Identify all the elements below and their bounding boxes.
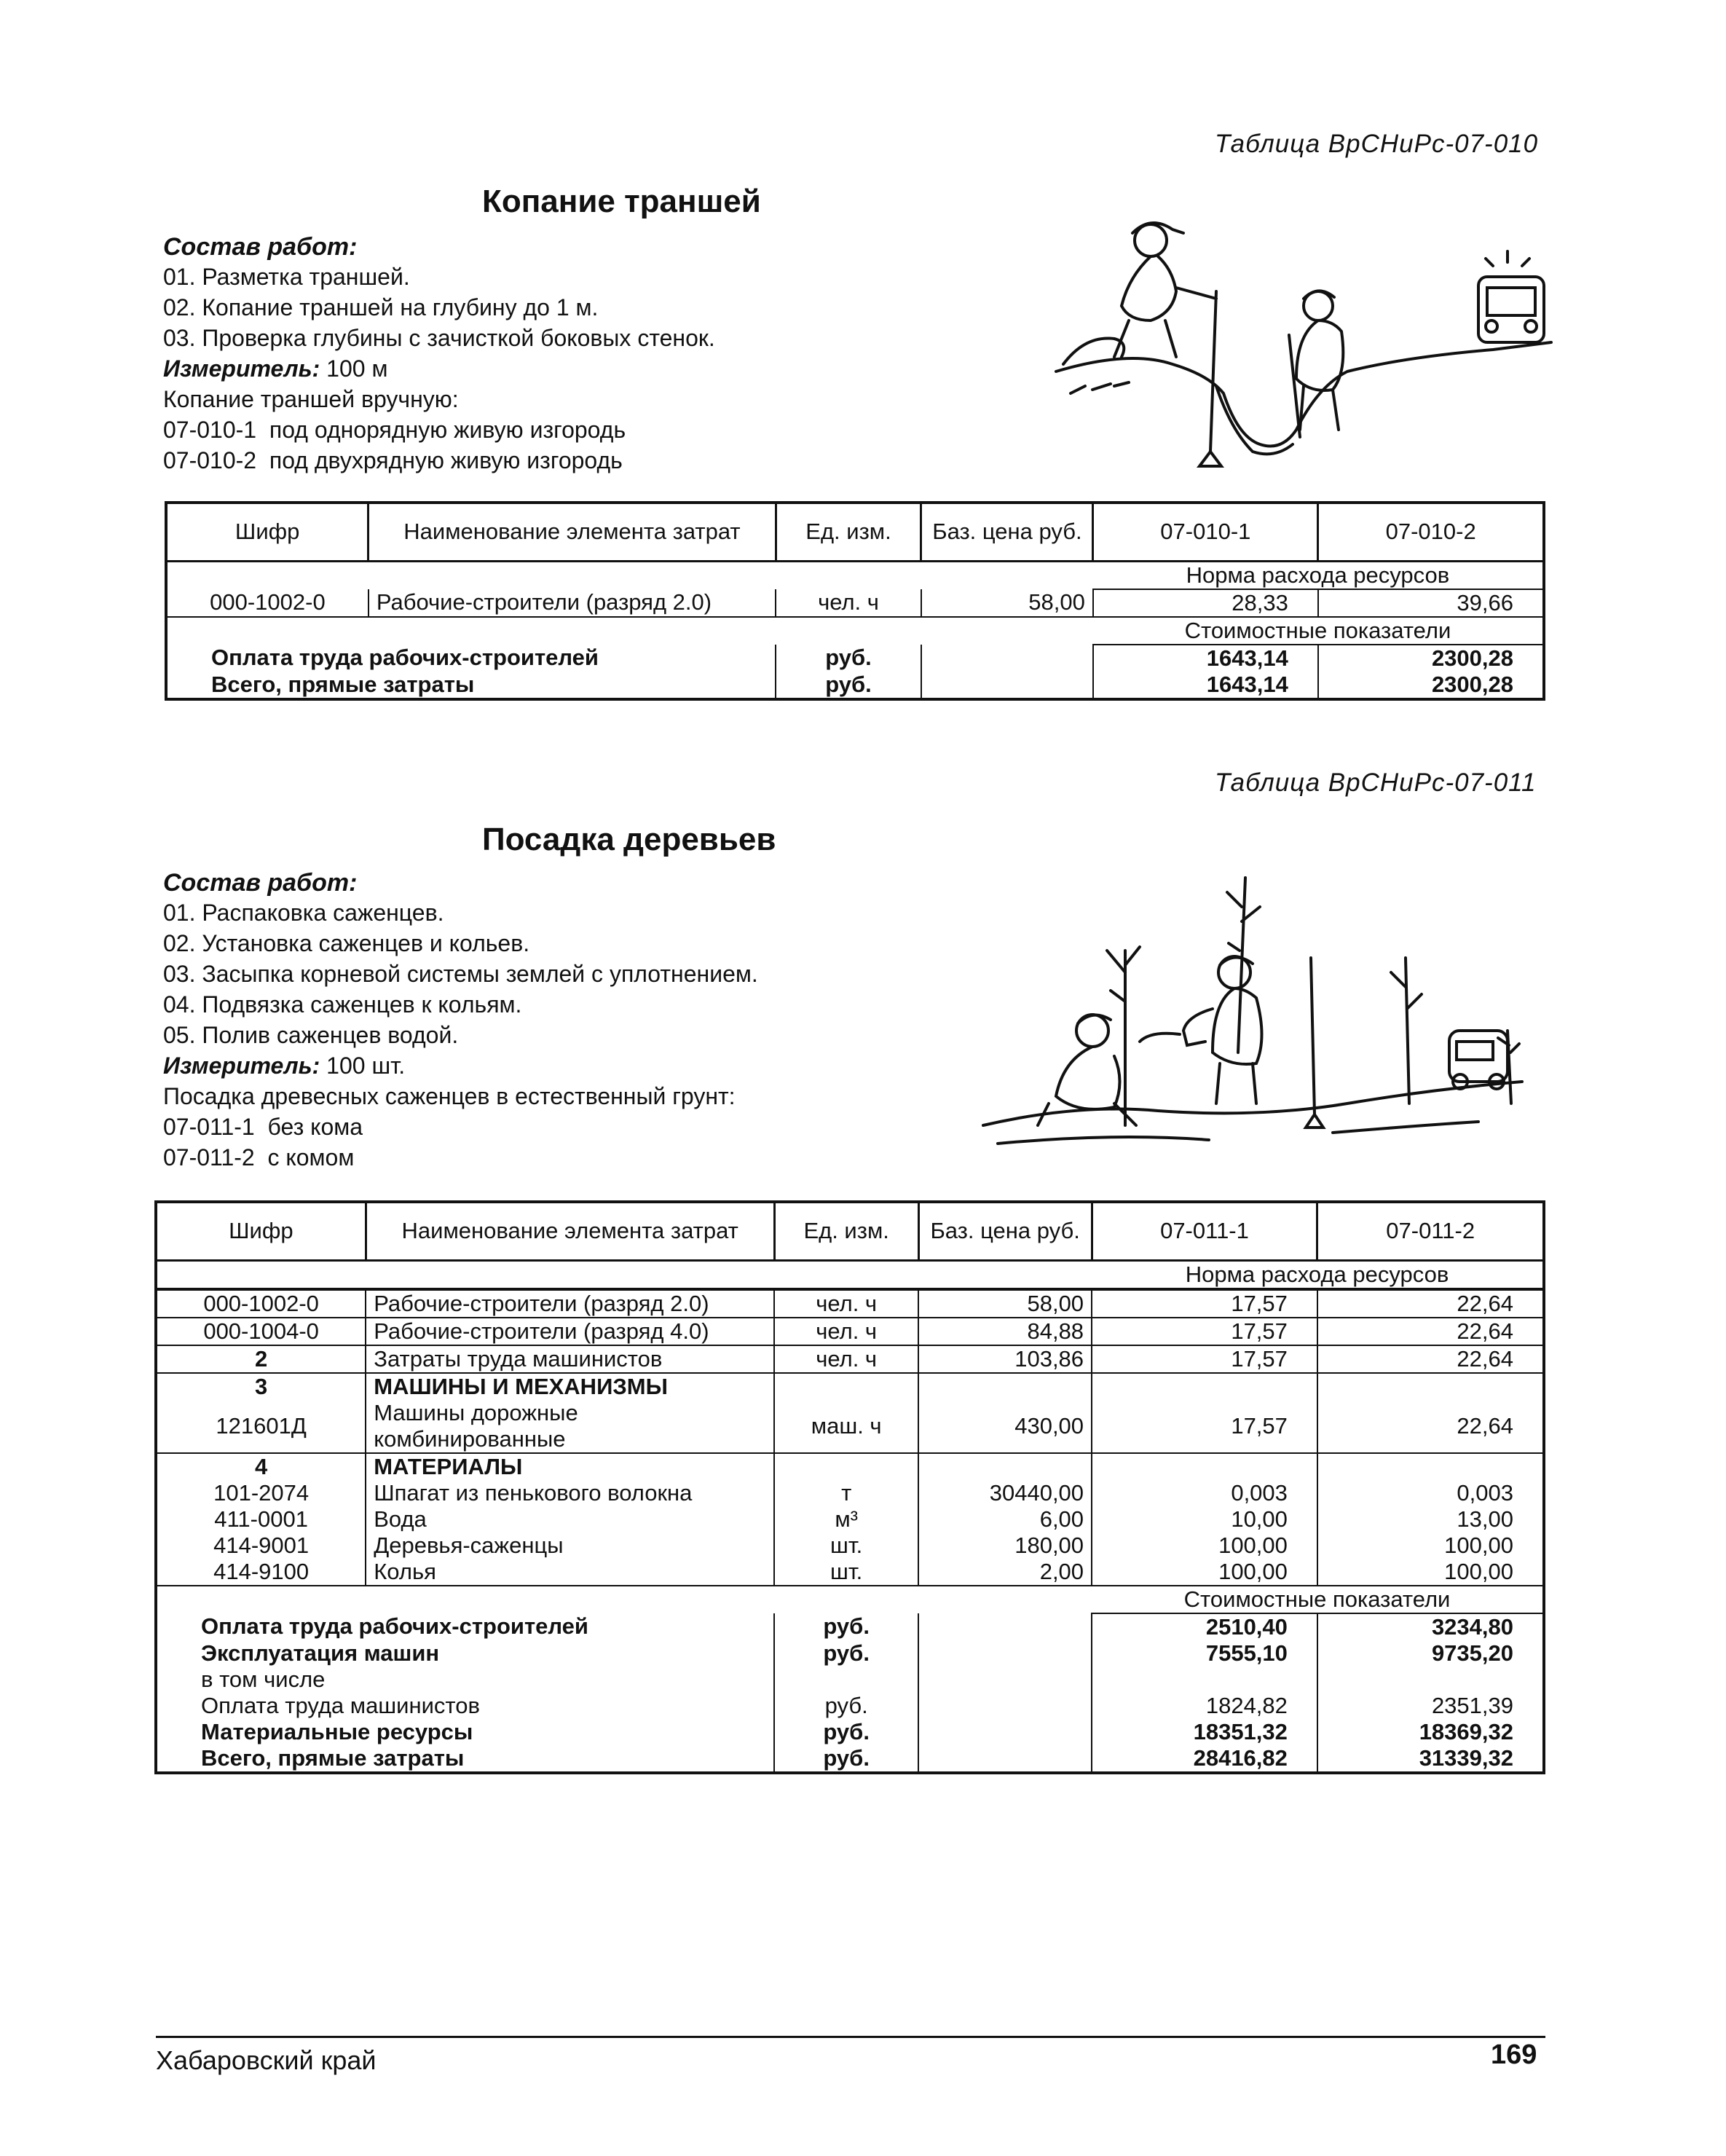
sum-value-1: 18351,32 (1092, 1719, 1317, 1745)
cell-code: 4 (156, 1453, 366, 1480)
col-header-variant-1: 07-011-1 (1092, 1202, 1317, 1260)
sum-price (918, 1719, 1092, 1745)
sum-name: Всего, прямые затраты (166, 672, 776, 699)
col-header-code: Шифр (156, 1202, 366, 1260)
cell-unit (774, 1453, 918, 1480)
cell-price: 30440,00 (918, 1480, 1092, 1506)
cell-code: 2 (156, 1345, 366, 1373)
cell-unit: шт. (774, 1533, 918, 1559)
section-norm-label: Норма расхода ресурсов (1093, 561, 1544, 589)
cell-unit: чел. ч (774, 1318, 918, 1345)
sum-row (156, 1745, 1544, 1773)
step-item: 02. Установка саженцев и кольев. (163, 930, 530, 956)
sum-price (918, 1693, 1092, 1719)
cell-name: Шпагат из пенькового волокна (366, 1480, 774, 1506)
step-item: 03. Проверка глубины с зачисткой боковых стенок. (163, 325, 715, 351)
cell-value-1 (1092, 1373, 1317, 1400)
cell-name: МАТЕРИАЛЫ (366, 1453, 774, 1480)
sum-unit: руб. (774, 1745, 918, 1773)
cell-value-2: 22,64 (1317, 1345, 1544, 1373)
sum-row (156, 1640, 1544, 1667)
page-number: 169 (1491, 2039, 1537, 2070)
sum-name: Материальные ресурсы (156, 1719, 774, 1745)
col-header-unit: Ед. изм. (776, 503, 921, 561)
cell-code: 3 (156, 1373, 366, 1400)
sum-row (156, 1693, 1544, 1719)
sum-name: Оплата труда рабочих-строителей (166, 645, 776, 672)
cell-price: 58,00 (921, 589, 1093, 617)
col-header-name: Наименование элемента затрат (366, 1202, 774, 1260)
sum-unit: руб. (774, 1640, 918, 1667)
cell-unit: маш. ч (774, 1400, 918, 1453)
col-header-code: Шифр (166, 503, 369, 561)
cell-price (918, 1453, 1092, 1480)
composition-label: Состав работ: (163, 233, 358, 261)
step-item: 04. Подвязка саженцев к кольям. (163, 991, 522, 1018)
variant-item: 07-011-1 без кома (163, 1114, 363, 1140)
composition-block-2 (163, 869, 758, 1173)
sum-value-2: 9735,20 (1431, 1640, 1513, 1666)
measure-value: 100 шт. (326, 1053, 406, 1079)
variant-item: 07-010-1 под однорядную живую изгородь (163, 417, 626, 443)
table-row (166, 589, 1544, 617)
cell-name: Рабочие-строители (разряд 2.0) (366, 1289, 774, 1318)
sum-value-2: 31339,32 (1419, 1744, 1513, 1771)
cell-name: Вода (366, 1506, 774, 1533)
cell-value-2 (1317, 1373, 1544, 1400)
cell-code: 000-1002-0 (166, 589, 369, 617)
table-row (156, 1345, 1544, 1373)
sum-unit (774, 1667, 918, 1693)
cell-price: 84,88 (918, 1318, 1092, 1345)
cell-unit: т (774, 1480, 918, 1506)
table-id-2: Таблица ВрСНиРс-07-011 (1215, 768, 1537, 797)
sum-value-2: 18369,32 (1419, 1718, 1513, 1744)
step-item: 01. Распаковка саженцев. (163, 900, 444, 926)
cell-unit: чел. ч (774, 1345, 918, 1373)
cell-value-1 (1092, 1453, 1317, 1480)
measure-line (163, 353, 715, 384)
cell-value-1: 17,57 (1092, 1318, 1317, 1345)
cell-value-1: 17,57 (1092, 1345, 1317, 1373)
cell-name: Рабочие-строители (разряд 4.0) (366, 1318, 774, 1345)
section-cost-label: Стоимостные показатели (1092, 1586, 1544, 1613)
section-title-2: Посадка деревьев (482, 822, 776, 857)
sum-name: Оплата труда рабочих-строителей (156, 1613, 774, 1640)
sum-price (921, 672, 1093, 699)
table-row (156, 1559, 1544, 1586)
col-header-variant-2: 07-010-2 (1318, 503, 1544, 561)
cell-price: 103,86 (918, 1345, 1092, 1373)
cell-price: 2,00 (918, 1559, 1092, 1586)
table-row (156, 1318, 1544, 1345)
cell-code: 101-2074 (156, 1480, 366, 1506)
footer-region: Хабаровский край (156, 2045, 377, 2075)
table-id-1: Таблица ВрСНиРс-07-010 (1215, 130, 1539, 158)
sum-value-1: 7555,10 (1092, 1640, 1317, 1667)
cell-price: 430,00 (918, 1400, 1092, 1453)
sum-value-2 (1317, 1667, 1544, 1693)
cell-value-2: 39,66 (1318, 589, 1544, 617)
sum-row (166, 672, 1544, 699)
variant-item: 07-010-2 под двухрядную живую изгородь (163, 447, 623, 473)
cell-value-2: 100,00 (1317, 1559, 1544, 1586)
cell-code: 121601Д (156, 1400, 366, 1453)
measure-value: 100 м (326, 355, 388, 382)
col-header-price: Баз. цена руб. (918, 1202, 1092, 1260)
intro-text: Посадка древесных саженцев в естественный грунт: (163, 1083, 736, 1109)
cell-value-1: 0,003 (1092, 1480, 1317, 1506)
table-row (156, 1480, 1544, 1506)
table-row (156, 1453, 1544, 1480)
sum-row (156, 1667, 1544, 1693)
cell-value-1: 28,33 (1093, 589, 1318, 617)
cell-value-2: 13,00 (1457, 1506, 1513, 1532)
sum-row (156, 1719, 1544, 1745)
cell-value-1: 17,57 (1092, 1400, 1317, 1453)
sum-row (156, 1613, 1544, 1640)
sum-unit: руб. (774, 1693, 918, 1719)
sum-row (166, 645, 1544, 672)
cell-name: Машины дорожные комбинированные (366, 1400, 774, 1453)
cell-code: 000-1004-0 (156, 1318, 366, 1345)
sum-value-2: 2351,39 (1431, 1692, 1513, 1718)
section-cost-label: Стоимостные показатели (1093, 617, 1544, 645)
sum-value-1: 2510,40 (1092, 1613, 1317, 1640)
cell-value-2: 100,00 (1444, 1532, 1513, 1558)
cell-price (918, 1373, 1092, 1400)
sum-price (918, 1667, 1092, 1693)
table-row (156, 1289, 1544, 1318)
table-row (156, 1533, 1544, 1559)
cell-code: 414-9001 (156, 1533, 366, 1559)
col-header-variant-2: 07-011-2 (1317, 1202, 1544, 1260)
cell-code: 411-0001 (156, 1506, 366, 1533)
section-title-1: Копание траншей (482, 184, 761, 219)
cell-price: 6,00 (918, 1506, 1092, 1533)
cell-unit: чел. ч (776, 589, 921, 617)
footer-divider (156, 2036, 1545, 2038)
col-header-name: Наименование элемента затрат (369, 503, 776, 561)
resource-table-1 (165, 501, 1545, 701)
sum-name: Оплата труда машинистов (156, 1693, 774, 1719)
cell-unit: чел. ч (774, 1289, 918, 1318)
variant-item: 07-011-2 с комом (163, 1144, 355, 1171)
measure-label: Измеритель: (163, 355, 320, 382)
sum-value-2: 2300,28 (1431, 645, 1513, 671)
sum-price (918, 1613, 1092, 1640)
sum-value-1 (1092, 1667, 1317, 1693)
cell-value-2: 22,64 (1317, 1400, 1544, 1453)
cell-value-2 (1317, 1453, 1544, 1480)
cell-value-1: 100,00 (1092, 1559, 1317, 1586)
sum-name: Всего, прямые затраты (156, 1745, 774, 1773)
cell-name: МАШИНЫ И МЕХАНИЗМЫ (366, 1373, 774, 1400)
sum-value-2: 3234,80 (1431, 1613, 1513, 1640)
section-norm-label: Норма расхода ресурсов (1092, 1260, 1544, 1289)
composition-block-1 (163, 233, 715, 476)
sum-price (918, 1640, 1092, 1667)
step-item: 02. Копание траншей на глубину до 1 м. (163, 294, 599, 320)
cell-name: Затраты труда машинистов (366, 1345, 774, 1373)
sum-value-1: 28416,82 (1092, 1745, 1317, 1773)
table-row (156, 1373, 1544, 1400)
intro-text: Копание траншей вручную: (163, 386, 459, 412)
sum-price (921, 645, 1093, 672)
cell-value-2: 0,003 (1457, 1479, 1513, 1506)
col-header-unit: Ед. изм. (774, 1202, 918, 1260)
step-item: 05. Полив саженцев водой. (163, 1022, 459, 1048)
sum-value-2: 2300,28 (1431, 671, 1513, 697)
sum-name: в том числе (156, 1667, 774, 1693)
cell-code: 000-1002-0 (156, 1289, 366, 1318)
sum-value-1: 1824,82 (1092, 1693, 1317, 1719)
col-header-variant-1: 07-010-1 (1093, 503, 1318, 561)
composition-label: Состав работ: (163, 869, 358, 897)
cell-value-1: 100,00 (1092, 1533, 1317, 1559)
resource-table-2 (154, 1200, 1545, 1774)
sum-value-1: 1643,14 (1093, 645, 1318, 672)
col-header-price: Баз. цена руб. (921, 503, 1093, 561)
sum-price (918, 1745, 1092, 1773)
cell-name: Деревья-саженцы (366, 1533, 774, 1559)
trench-digging-illustration (1041, 211, 1566, 481)
cell-value-1: 17,57 (1092, 1289, 1317, 1318)
sum-unit: руб. (776, 645, 921, 672)
sum-name: Эксплуатация машин (156, 1640, 774, 1667)
step-item: 03. Засыпка корневой системы землей с уплотнением. (163, 961, 758, 987)
table-row (156, 1506, 1544, 1533)
cell-name: Рабочие-строители (разряд 2.0) (369, 589, 776, 617)
table-row (156, 1400, 1544, 1453)
measure-line (163, 1050, 758, 1081)
sum-unit: руб. (774, 1719, 918, 1745)
cell-name: Колья (366, 1559, 774, 1586)
sum-unit: руб. (774, 1613, 918, 1640)
cell-value-1: 10,00 (1092, 1506, 1317, 1533)
cell-price: 180,00 (918, 1533, 1092, 1559)
cell-value-2: 22,64 (1317, 1318, 1544, 1345)
cell-unit (774, 1373, 918, 1400)
tree-planting-illustration (969, 863, 1558, 1176)
measure-label: Измеритель: (163, 1053, 320, 1079)
cell-price: 58,00 (918, 1289, 1092, 1318)
sum-unit: руб. (776, 672, 921, 699)
sum-value-1: 1643,14 (1093, 672, 1318, 699)
cell-unit: м³ (774, 1506, 918, 1533)
cell-code: 414-9100 (156, 1559, 366, 1586)
cell-unit: шт. (774, 1559, 918, 1586)
step-item: 01. Разметка траншей. (163, 264, 410, 290)
cell-value-2: 22,64 (1317, 1289, 1544, 1318)
